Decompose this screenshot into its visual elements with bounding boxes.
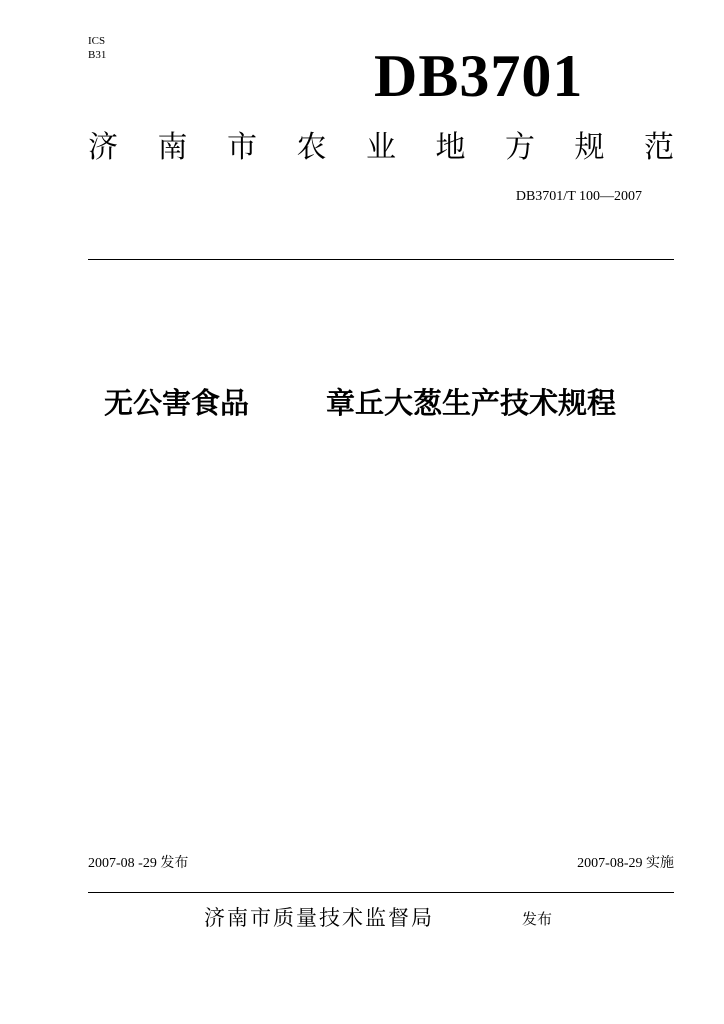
standard-name-char: 农: [296, 130, 327, 165]
issuing-authority: 济南市质量技术监督局: [204, 906, 434, 930]
document-title-main: 章丘大葱生产技术规程: [326, 386, 617, 420]
standard-name-char: 规: [574, 130, 605, 165]
header-divider: [88, 259, 674, 260]
standard-name-char: 业: [366, 130, 396, 165]
issue-date: 2007-08 -29 发布: [88, 856, 189, 871]
standard-name-char: 方: [505, 130, 535, 165]
footer-divider: [88, 892, 674, 893]
standard-name-char: 南: [157, 130, 188, 165]
document-title-prefix: 无公害食品: [104, 386, 250, 420]
issuing-authority-suffix: 发布: [522, 910, 553, 928]
standard-name-char: 地: [435, 130, 466, 165]
document-title: [104, 382, 684, 424]
standard-mark: DB3701: [374, 43, 584, 109]
ccs-code: B31: [88, 49, 107, 61]
ics-code: ICS: [88, 35, 106, 47]
implementation-date: 2007-08-29 实施: [577, 856, 674, 871]
standard-name-char: 范: [644, 130, 674, 165]
standard-name: [88, 128, 674, 168]
standard-number: DB3701/T 100—2007: [515, 189, 642, 204]
standard-name-char: 市: [227, 130, 257, 165]
standard-name-char: 济: [88, 130, 118, 165]
